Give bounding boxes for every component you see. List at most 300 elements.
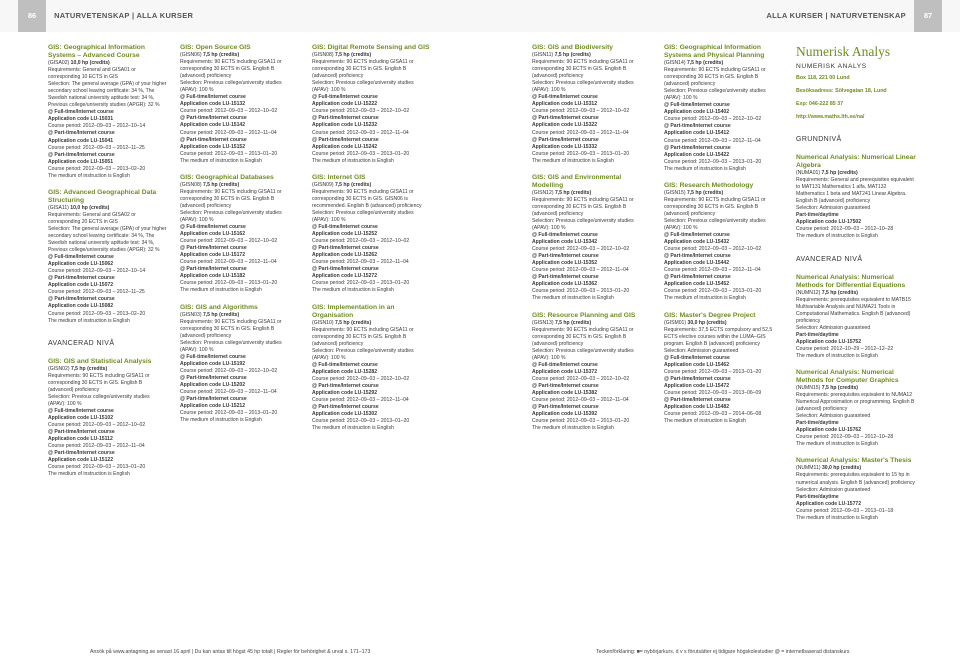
- course-detail: Course period: 2012–09–03 – 2013–01–18: [796, 507, 894, 514]
- course-detail: Application code LU-15222: [312, 101, 378, 108]
- course-detail: @ Full-time/Internet course: [180, 224, 246, 231]
- course-detail: @ Part-time/Internet course: [48, 151, 115, 158]
- course-detail: Course period: 2012–09–03 – 2012–11–04: [664, 137, 761, 144]
- course-detail: Requirements: General and GISA02 or corresponding 20 ECTS in GIS: [48, 211, 136, 225]
- course-detail: Course period: 2012–09–03 – 2013–02–20: [48, 310, 146, 317]
- column-5: [664, 44, 784, 434]
- left-page-number: 86: [18, 0, 46, 32]
- course-detail: Application code LU-15402: [664, 109, 730, 116]
- course-code-line: [48, 366, 168, 373]
- course-detail: @ Part-time/Internet course: [532, 274, 599, 281]
- course-detail: Requirements: 90 ECTS including GISA11 or corresponding 30 ECTS in GIS. GISN06 is recommended. English B (advanced) proficiency: [312, 188, 422, 209]
- section-heading: GRUNDNIVÅ: [796, 136, 842, 144]
- course-detail: Application code LU-15432: [664, 239, 730, 246]
- course-detail: Requirements: 90 ECTS including GISA11 or corresponding 30 ECTS in GIS. English B (advanced) proficiency: [180, 318, 282, 339]
- course-detail: The medium of instruction is English: [796, 514, 878, 521]
- course-detail: Course period: 2012–09–03 – 2012–11–04: [180, 389, 277, 396]
- course-detail: @ Part-time/Internet course: [48, 130, 115, 137]
- course-detail: Course period: 2012–09–03 – 2013–02–20: [48, 165, 146, 172]
- course-credits: 30,0 hp (credits): [687, 319, 727, 326]
- course-detail: Requirements: prerequisites equivalent to MATB15 Multivariable Analysis and NUMA21 Tools in Computational Mathematics. English B (advanced) proficiency: [796, 296, 911, 324]
- course-title: Numerical Analysis: Numerical Methods for Computer Graphics: [796, 368, 899, 384]
- right-page-number: 87: [914, 0, 942, 32]
- course-detail: Application code LU-15041: [48, 137, 114, 144]
- course-detail: Application code LU-15051: [48, 158, 114, 165]
- course-detail: Application code LU-15292: [312, 389, 378, 396]
- course-detail: Course period: 2012–09–03 – 2013–01–20: [180, 150, 278, 157]
- course-code: (GISN02): [48, 365, 70, 372]
- course-detail: @ Full-time/Internet course: [664, 232, 730, 239]
- course-code-line: [664, 60, 784, 67]
- course-detail: Requirements: 90 ECTS including GISA11 or corresponding 30 ECTS in GIS. English B (advanced) proficiency: [48, 372, 150, 393]
- course-entry: [48, 358, 168, 479]
- course-credits: 7,5 hp (credits): [821, 384, 858, 391]
- column-3: [312, 44, 432, 441]
- page-header: [0, 0, 960, 32]
- course-detail: Course period: 2012–09–03 – 2013–01–20: [180, 280, 278, 287]
- course-credits: 10,0 hp (credits): [70, 60, 110, 66]
- course-detail: The medium of instruction is English: [48, 317, 130, 324]
- course-detail: Application code LU-15202: [180, 381, 246, 388]
- course-detail: Application code LU-15352: [532, 260, 598, 267]
- course-title: GIS: Advanced Geographical Data Structuring: [48, 188, 157, 204]
- course-detail: Application code LU-15442: [664, 260, 730, 267]
- course-entry: [312, 304, 432, 433]
- course-code-line: [532, 320, 652, 327]
- course-detail: @ Part-time/Internet course: [180, 266, 247, 273]
- course-entry: [48, 189, 168, 325]
- course-detail: Course period: 2012–09–03 – 2012–10–02: [180, 108, 278, 115]
- course-detail: @ Part-time/Internet course: [664, 274, 731, 281]
- course-detail: @ Part-time/Internet course: [48, 275, 115, 282]
- course-detail: Selection: Admission guaranteed: [796, 413, 871, 420]
- course-title: GIS: Geographical Information Systems – Advanced Course: [48, 44, 145, 59]
- course-detail: Application code LU-15232: [312, 122, 378, 129]
- course-code: (GISN03): [180, 311, 202, 318]
- course-code-line: [532, 52, 652, 59]
- course-detail: @ Part-time/Internet course: [664, 144, 731, 151]
- course-detail: Selection: Admission guaranteed: [796, 324, 871, 331]
- course-detail: The medium of instruction is English: [532, 295, 614, 302]
- course-detail: @ Part-time/Internet course: [180, 245, 247, 252]
- course-code: (GISN11): [532, 52, 554, 58]
- course-detail: @ Full-time/Internet course: [48, 254, 114, 261]
- course-detail: Application code LU-15152: [180, 143, 246, 150]
- course-detail: Course period: 2012–09–03 – 2012–10–28: [796, 226, 894, 233]
- course-detail: @ Part-time/Internet course: [312, 382, 379, 389]
- course-credits: 7,5 hp (credits): [554, 319, 592, 326]
- course-credits: 7,5 hp (credits): [334, 181, 372, 188]
- course-title: GIS: Master's Degree Project: [664, 311, 756, 319]
- course-detail: Selection: Previous college/university studies (APAV): 100 %: [312, 347, 414, 361]
- course-detail: Application code LU-15382: [532, 389, 598, 396]
- course-detail: Application code LU-15112: [48, 436, 113, 443]
- course-detail: Course period: 2012–09–03 – 2012–10–02: [312, 375, 410, 382]
- course-title: Numerical Analysis: Numerical Methods for Differential Equations: [796, 273, 906, 289]
- course-detail: The medium of instruction is English: [532, 425, 614, 432]
- course-code-line: [796, 290, 916, 297]
- course-detail: Course period: 2012–09–03 – 2012–11–25: [48, 144, 145, 151]
- course-detail: Part-time/daytime: [796, 493, 839, 500]
- course-entry: [796, 457, 916, 521]
- footer-legend: Teckenförklaring: ■= nybörjarkurs, d v s förutsätter ej tidigare högskolestudier @ = internetbaserad distanskurs: [596, 649, 850, 655]
- course-detail: Application code LU-15142: [180, 122, 246, 129]
- course-code-line: [312, 52, 432, 59]
- course-title: GIS: Internet GIS: [312, 173, 366, 181]
- course-detail: The medium of instruction is English: [312, 425, 394, 432]
- course-detail: @ Part-time/Internet course: [180, 136, 247, 143]
- course-detail: @ Full-time/Internet course: [532, 361, 598, 368]
- course-detail: @ Part-time/Internet course: [48, 296, 115, 303]
- course-code: (GISN13): [532, 319, 554, 326]
- course-detail: Course period: 2012–09–03 – 2012–10–14: [48, 268, 146, 275]
- course-detail: Course period: 2012–09–03 – 2012–10–14: [48, 123, 146, 130]
- course-detail: Requirements: 90 ECTS including GISA11 or corresponding 30 ECTS in GIS. English B (advanced) proficiency: [664, 196, 766, 217]
- course-entry: [180, 304, 300, 425]
- course-detail: The medium of instruction is English: [664, 418, 746, 425]
- course-entry: [664, 182, 784, 303]
- course-code: (GISN15): [664, 189, 686, 196]
- course-detail: @ Full-time/Internet course: [532, 94, 598, 101]
- course-detail: Requirements: prerequisites equivalent to 15 hp in numerical analysis. English B (advanced) proficiency: [796, 472, 915, 486]
- course-code-line: [796, 385, 916, 392]
- course-detail: Application code LU-15392: [532, 411, 598, 418]
- course-credits: 7,5 hp (credits): [202, 311, 240, 318]
- course-detail: Application code LU-15252: [312, 231, 378, 238]
- course-detail: Application code LU-15412: [664, 130, 730, 137]
- course-detail: @ Part-time/Internet course: [312, 115, 379, 122]
- course-code: (NUMM11): [796, 465, 821, 472]
- course-detail: Application code LU-15762: [796, 427, 862, 434]
- course-detail: @ Full-time/Internet course: [312, 94, 378, 101]
- course-detail: @ Part-time/Internet course: [664, 253, 731, 260]
- course-detail: Course period: 2012–09–03 – 2013–01–20: [664, 288, 762, 295]
- course-detail: Course period: 2012–09–03 – 2012–11–04: [532, 267, 629, 274]
- course-detail: The medium of instruction is English: [796, 352, 878, 359]
- course-detail: Selection: Admission guaranteed: [796, 205, 871, 212]
- course-credits: 7,5 hp (credits): [821, 289, 858, 296]
- course-detail: Application code LU-15362: [532, 281, 598, 288]
- course-detail: Application code LU-15372: [532, 368, 598, 375]
- course-detail: Application code LU-15282: [312, 368, 378, 375]
- course-detail: Requirements: 90 ECTS including GISA11 or corresponding 30 ECTS in GIS. English B (advanced) proficiency: [664, 67, 766, 88]
- course-code-line: [48, 60, 168, 67]
- course-detail: Application code LU-15482: [664, 404, 730, 411]
- course-detail: Part-time/daytime: [796, 212, 839, 219]
- course-title: GIS: GIS and Biodiversity: [532, 44, 614, 51]
- course-detail: @ Part-time/Internet course: [664, 397, 731, 404]
- course-detail: @ Part-time/Internet course: [532, 115, 599, 122]
- course-detail: Course period: 2012–09–03 – 2012–10–02: [664, 246, 762, 253]
- course-detail: @ Full-time/Internet course: [180, 353, 246, 360]
- course-detail: Application code LU-15192: [180, 360, 246, 367]
- course-detail: Requirements: 90 ECTS including GISA11 or corresponding 30 ECTS in GIS. English B (advanced) proficiency: [180, 59, 282, 80]
- course-detail: Course period: 2012–09–03 – 2013–01–20: [180, 410, 278, 417]
- course-detail: Requirements: General and GISA01 or corresponding 10 ECTS in GIS: [48, 67, 136, 81]
- column-4: [532, 44, 652, 441]
- course-detail: Course period: 2012–09–03 – 2012–11–25: [48, 289, 145, 296]
- course-title: GIS: GIS and Statistical Analysis: [48, 357, 152, 365]
- course-credits: 7,5 hp (credits): [554, 52, 591, 58]
- course-detail: @ Part-time/Internet course: [312, 245, 379, 252]
- course-code: (GISA02): [48, 60, 70, 66]
- course-code: (GISA11): [48, 204, 69, 211]
- course-credits: 7,5 hp (credits): [821, 170, 858, 177]
- course-detail: Course period: 2012–09–03 – 2013–01–20: [48, 464, 146, 471]
- course-detail: @ Full-time/Internet course: [532, 232, 598, 239]
- course-entry: [180, 174, 300, 295]
- course-detail: Selection: Previous college/university studies (APAV): 100 %: [180, 339, 282, 353]
- course-detail: Selection: Previous college/university studies (APAV): 100 %: [664, 217, 766, 231]
- course-detail: Requirements: 90 ECTS including GISA11 or corresponding 30 ECTS in GIS. English B (advanced) proficiency: [180, 188, 282, 209]
- course-detail: @ Full-time/Internet course: [180, 94, 246, 101]
- course-detail: Course period: 2012–09–03 – 2013–01–20: [312, 150, 410, 157]
- course-code: (GISN10): [312, 319, 334, 326]
- course-detail: The medium of instruction is English: [532, 157, 614, 164]
- course-detail: @ Part-time/Internet course: [48, 429, 115, 436]
- course-detail: Application code LU-15102: [48, 414, 114, 421]
- course-detail: Course period: 2012–09–03 – 2013–01–20: [312, 418, 410, 425]
- course-detail: Application code LU-15262: [312, 252, 378, 259]
- course-code: (GISN12): [532, 189, 554, 196]
- course-entry: [532, 174, 652, 303]
- course-detail: Requirements: 90 ECTS including GISA11 or corresponding 30 ECTS in GIS. English B (advanced) proficiency: [532, 326, 634, 347]
- course-detail: Requirements: 90 ECTS including GISA11 or corresponding 30 ECTS in GIS. English B (advanced) proficiency: [312, 326, 414, 347]
- course-detail: Course period: 2012–09–03 – 2013–06–09: [664, 389, 762, 396]
- course-detail: Course period: 2012–09–03 – 2012–10–02: [532, 246, 630, 253]
- course-credits: 7,5 hp (credits): [202, 181, 240, 188]
- course-detail: The medium of instruction is English: [664, 295, 746, 302]
- course-detail: Selection: Admission guaranteed: [796, 486, 871, 493]
- course-detail: Course period: 2012–09–03 – 2013–01–20: [664, 158, 762, 165]
- course-entry: [796, 154, 916, 240]
- course-credits: 7,5 hp (credits): [554, 189, 592, 196]
- course-title: GIS: GIS and Environmental Modelling: [532, 173, 622, 189]
- header-left: [12, 0, 193, 32]
- section-heading: AVANCERAD NIVÅ: [48, 339, 115, 347]
- course-entry: [312, 174, 432, 295]
- course-detail: Course period: 2012–09–03 – 2012–11–04: [312, 397, 409, 404]
- course-title: GIS: Geographical Databases: [180, 173, 274, 181]
- course-code-line: [312, 320, 432, 327]
- course-detail: Course period: 2012–09–03 – 2013–01–20: [312, 280, 410, 287]
- course-detail: Course period: 2012–09–03 – 2012–11–04: [48, 443, 145, 450]
- course-detail: Course period: 2012–09–03 – 2012–10–02: [312, 238, 410, 245]
- course-title: Numerical Analysis: Master's Thesis: [796, 457, 912, 465]
- course-detail: Selection: Previous college/university studies (APAV): 100 %: [664, 88, 766, 102]
- course-credits: 10,0 hp (credits): [70, 204, 110, 211]
- course-detail: Course period: 2012–10–29 – 2012–12–22: [796, 345, 894, 352]
- course-detail: Selection: Previous college/university studies (APAV): 100 %: [532, 217, 634, 231]
- course-detail: Requirements: 90 ECTS including GISA11 or corresponding 30 ECTS in GIS. English B (advanced) proficiency: [312, 59, 414, 80]
- column-2: [180, 44, 300, 433]
- course-detail: Application code LU-17502: [796, 219, 862, 226]
- course-code: (GISN06): [180, 52, 202, 58]
- course-code-line: [180, 312, 300, 319]
- course-detail: The medium of instruction is English: [180, 287, 262, 294]
- right-running-title: ALLA KURSER | NATURVETENSKAP: [766, 11, 906, 20]
- course-credits: 7,5 hp (credits): [686, 60, 724, 66]
- course-detail: Application code LU-15312: [532, 101, 598, 108]
- course-code: (GISN08): [312, 52, 334, 58]
- course-detail: @ Part-time/Internet course: [664, 375, 731, 382]
- course-detail: The medium of instruction is English: [796, 441, 878, 448]
- course-code-line: [796, 465, 916, 472]
- course-detail: The medium of instruction is English: [312, 287, 394, 294]
- course-detail: @ Full-time/Internet course: [48, 109, 114, 116]
- course-detail: The medium of instruction is English: [664, 165, 746, 172]
- department-title: Numerisk Analys: [796, 44, 891, 59]
- course-detail: @ Full-time/Internet course: [664, 102, 730, 109]
- course-detail: @ Part-time/Internet course: [312, 404, 379, 411]
- course-detail: Part-time/daytime: [796, 420, 839, 427]
- course-detail: Course period: 2012–09–03 – 2012–11–04: [180, 129, 277, 136]
- course-detail: @ Part-time/Internet course: [532, 253, 599, 260]
- course-detail: Selection: The general average (GPA) of your higher secondary school leaving certificate: 34 %, The Swedish national university aptitude test: 34 %, Previous college/university studies (APGR): 32 %: [48, 225, 167, 254]
- course-code-line: [796, 170, 916, 177]
- course-code-line: [48, 205, 168, 212]
- course-detail: Part-time/daytime: [796, 331, 839, 338]
- course-detail: Requirements: 90 ECTS including GISA11 or corresponding 30 ECTS in GIS. English B (advanced) proficiency: [532, 59, 634, 80]
- course-credits: 7,5 hp (credits): [70, 365, 108, 372]
- address-line: Box 118, 221 00 Lund: [796, 75, 850, 82]
- course-title: GIS: Research Methodology: [664, 181, 754, 189]
- course-detail: Application code LU-15162: [180, 231, 246, 238]
- course-detail: Application code LU-15242: [312, 143, 378, 150]
- course-detail: Course period: 2012–09–03 – 2013–01–20: [532, 288, 630, 295]
- address-line: Exp: 046-222 85 37: [796, 101, 844, 108]
- course-code: (GISN09): [312, 181, 334, 188]
- course-detail: The medium of instruction is English: [48, 172, 130, 179]
- course-title: GIS: Geographical Information Systems and Physical Planning: [664, 44, 765, 59]
- course-detail: Selection: The general average (GPA) of your higher secondary school leaving certificate: 34 %, The Swedish national university aptitude test: 34 %, Previous college/university studies (APGR): 32 %: [48, 81, 167, 109]
- course-code: (NUMA01): [796, 170, 821, 177]
- course-detail: Application code LU-15302: [312, 411, 378, 418]
- course-detail: @ Full-time/Internet course: [312, 361, 378, 368]
- course-code: (NUMN12): [796, 289, 821, 296]
- course-detail: Course period: 2012–09–03 – 2013–01–20: [664, 368, 762, 375]
- course-code-line: [664, 190, 784, 197]
- course-detail: @ Part-time/Internet course: [180, 115, 247, 122]
- course-detail: Application code LU-15322: [532, 122, 598, 129]
- course-detail: Application code LU-15062: [48, 261, 114, 268]
- course-code: (GISN08): [180, 181, 202, 188]
- course-entry: [180, 44, 300, 165]
- course-detail: Course period: 2012–09–03 – 2012–10–28: [796, 434, 894, 441]
- course-code-line: [312, 182, 432, 189]
- course-detail: @ Full-time/Internet course: [312, 224, 378, 231]
- footer-info: Ansök på www.antagning.se senast 16 april | Du kan antas till högst 45 hp totalt | Regler för behörighet & urval s. 171–173: [90, 649, 371, 655]
- course-entry: [796, 369, 916, 448]
- course-detail: Course period: 2012–09–03 – 2014–06–08: [664, 411, 762, 418]
- course-code-line: [180, 52, 300, 59]
- course-detail: Application code LU-15082: [48, 303, 114, 310]
- course-entry: [796, 274, 916, 360]
- course-detail: Course period: 2012–09–03 – 2012–11–04: [664, 267, 761, 274]
- course-detail: Requirements: 37,5 ECTS compulsory and 52,5 ECTS elective courses within the LUMA–GIS program. English B (advanced) proficiency: [664, 326, 773, 347]
- course-detail: Course period: 2012–09–03 – 2013–01–20: [532, 150, 630, 157]
- course-title: GIS: Digital Remote Sensing and GIS: [312, 44, 430, 51]
- course-detail: Application code LU-15132: [180, 101, 246, 108]
- course-detail: @ Part-time/Internet course: [532, 404, 599, 411]
- course-detail: Selection: Previous college/university studies (APAV): 100 %: [180, 80, 282, 94]
- course-detail: Application code LU-15212: [180, 403, 246, 410]
- course-detail: The medium of instruction is English: [312, 157, 394, 164]
- course-detail: Application code LU-15452: [664, 281, 730, 288]
- course-detail: @ Part-time/Internet course: [532, 382, 599, 389]
- course-detail: Application code LU-15172: [180, 252, 246, 259]
- course-detail: @ Part-time/Internet course: [180, 396, 247, 403]
- course-detail: @ Part-time/Internet course: [532, 136, 599, 143]
- course-credits: 7,5 hp (credits): [334, 319, 372, 326]
- course-detail: Requirements: prerequisites equivalent to NUMA12 Numerical Approximation or programming. English B (advanced) proficiency: [796, 392, 915, 413]
- course-detail: Selection: Admission guaranteed: [664, 347, 739, 354]
- course-code: (GISM01): [664, 319, 687, 326]
- course-detail: Application code LU-15072: [48, 282, 114, 289]
- course-detail: Course period: 2012–09–03 – 2012–10–02: [532, 375, 630, 382]
- course-detail: Application code LU-15272: [312, 273, 378, 280]
- course-credits: 7,5 hp (credits): [334, 52, 372, 58]
- course-detail: Course period: 2012–09–03 – 2012–11–04: [312, 129, 409, 136]
- course-title: GIS: GIS and Algorithms: [180, 303, 258, 311]
- address-line: http://www.maths.lth.se/na/: [796, 114, 865, 121]
- course-detail: Application code LU-15342: [532, 239, 598, 246]
- course-title: Numerical Analysis: Numerical Linear Algebra: [796, 154, 916, 170]
- course-detail: Requirements: 90 ECTS including GISA11 or corresponding 30 ECTS in GIS. English B (advanced) proficiency: [532, 196, 634, 217]
- course-detail: The medium of instruction is English: [48, 471, 130, 478]
- course-code: (NUMN15): [796, 384, 821, 391]
- column-6: [796, 44, 916, 531]
- course-detail: Application code LU-15752: [796, 338, 862, 345]
- course-detail: Application code LU-15182: [180, 273, 246, 280]
- left-running-title: NATURVETENSKAP | ALLA KURSER: [54, 11, 194, 20]
- course-entry: [532, 44, 652, 165]
- course-detail: Course period: 2012–09–03 – 2012–10–02: [48, 421, 146, 428]
- course-detail: Selection: Previous college/university studies (APAV): 100 %: [312, 209, 414, 223]
- course-detail: The medium of instruction is English: [796, 233, 878, 240]
- course-detail: Course period: 2012–09–03 – 2013–01–20: [532, 418, 630, 425]
- course-detail: @ Part-time/Internet course: [48, 450, 115, 457]
- header-right: [766, 0, 948, 32]
- course-code-line: [532, 190, 652, 197]
- course-detail: Course period: 2012–09–03 – 2012–11–04: [312, 259, 409, 266]
- course-code: (GISN14): [664, 60, 686, 66]
- course-detail: Course period: 2012–09–03 – 2012–10–02: [312, 108, 410, 115]
- section-heading: AVANCERAD NIVÅ: [796, 255, 863, 263]
- course-detail: Course period: 2012–09–03 – 2012–10–02: [532, 108, 630, 115]
- course-entry: [312, 44, 432, 165]
- department-subhead: NUMERISK ANALYS: [796, 63, 867, 70]
- course-detail: The medium of instruction is English: [180, 157, 262, 164]
- course-detail: @ Part-time/Internet course: [312, 266, 379, 273]
- course-entry: [664, 312, 784, 426]
- course-detail: Application code LU-15462: [664, 361, 730, 368]
- course-credits: 7,5 hp (credits): [686, 189, 724, 196]
- course-detail: Application code LU-15332: [532, 143, 598, 150]
- course-credits: 7,5 hp (credits): [202, 52, 240, 58]
- course-title: GIS: Implementation in an Organisation: [312, 303, 395, 319]
- course-entry: [48, 44, 168, 180]
- course-title: GIS: Resource Planning and GIS: [532, 311, 636, 319]
- course-detail: Selection: Previous college/university studies (APAV): 100 %: [312, 80, 414, 94]
- column-1: [48, 44, 168, 487]
- course-title: GIS: Open Source GIS: [180, 44, 251, 51]
- course-detail: @ Part-time/Internet course: [664, 123, 731, 130]
- course-detail: @ Part-time/Internet course: [180, 374, 247, 381]
- course-detail: Application code LU-15772: [796, 500, 862, 507]
- course-detail: Course period: 2012–09–03 – 2012–10–02: [180, 238, 278, 245]
- course-detail: Requirements: General and prerequisites equivalent to MAT131 Mathematics 1 alfa, MAT132 Mathematics 1 beta and MAT241 Linear Algebra. English B (advanced) proficiency: [796, 177, 914, 205]
